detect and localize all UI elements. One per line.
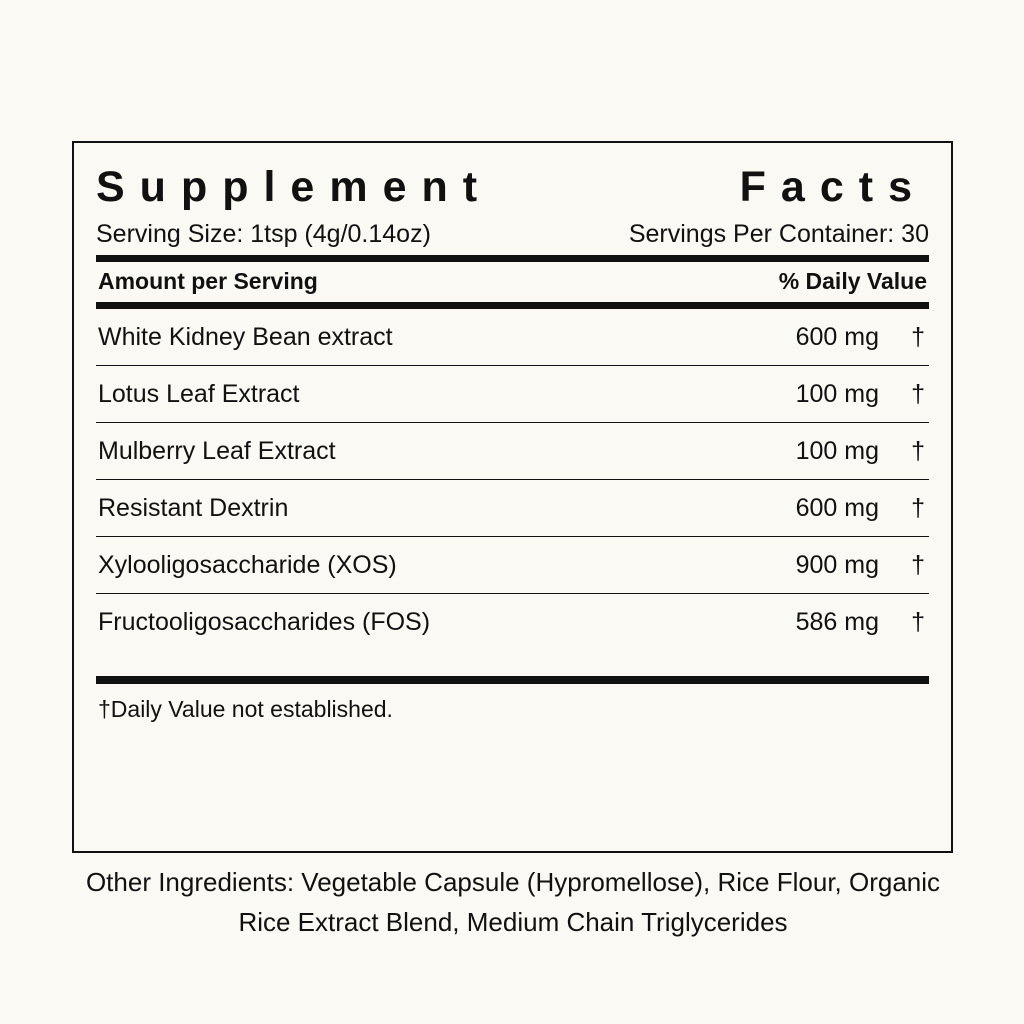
table-bottom-spacer bbox=[96, 650, 929, 676]
ingredient-daily-value: † bbox=[879, 309, 929, 366]
divider-thick-top bbox=[96, 255, 929, 262]
ingredient-name: White Kidney Bean extract bbox=[96, 309, 729, 366]
ingredient-daily-value: † bbox=[879, 366, 929, 423]
ingredient-name: Lotus Leaf Extract bbox=[96, 366, 729, 423]
ingredients-table bbox=[96, 309, 929, 650]
serving-info-row bbox=[96, 220, 929, 255]
table-row bbox=[96, 366, 929, 423]
title-word-facts: Facts bbox=[739, 163, 927, 211]
table-row bbox=[96, 309, 929, 366]
title-word-supplement: Supplement bbox=[96, 163, 493, 211]
ingredient-daily-value: † bbox=[911, 608, 925, 637]
ingredient-daily-value: † bbox=[879, 423, 929, 480]
ingredients-table-body bbox=[96, 309, 929, 650]
servings-per-container-text: Servings Per Container: 30 bbox=[628, 220, 929, 249]
daily-value-header: % Daily Value bbox=[778, 268, 927, 295]
table-row bbox=[96, 537, 929, 594]
table-row bbox=[96, 480, 929, 537]
ingredient-daily-value: † bbox=[879, 537, 929, 594]
ingredient-amount: 600 mg bbox=[729, 480, 879, 537]
supplement-facts-title bbox=[96, 165, 929, 210]
divider-thick-bottom bbox=[96, 676, 929, 684]
ingredient-name: Fructooligosaccharides (FOS) bbox=[98, 608, 431, 637]
ingredient-amount: 600 mg bbox=[729, 309, 879, 366]
supplement-facts-panel bbox=[72, 141, 953, 853]
ingredient-daily-value: † bbox=[879, 480, 929, 537]
panel-content bbox=[96, 153, 929, 841]
ingredient-name: Mulberry Leaf Extract bbox=[96, 423, 729, 480]
other-ingredients-text: Other Ingredients: Vegetable Capsule (Hypromellose), Rice Flour, Organic Rice Extract Blend, Medium Chain Triglycerides bbox=[85, 867, 941, 938]
ingredient-name: Xylooligosaccharide (XOS) bbox=[96, 537, 729, 594]
amount-per-serving-header: Amount per Serving bbox=[98, 268, 318, 295]
ingredient-amount: 100 mg bbox=[729, 366, 879, 423]
table-row bbox=[96, 594, 929, 651]
ingredient-amount: 100 mg bbox=[729, 423, 879, 480]
serving-size-text: Serving Size: 1tsp (4g/0.14oz) bbox=[96, 220, 431, 249]
column-headers-row bbox=[96, 262, 929, 302]
divider-thick-headers bbox=[96, 302, 929, 309]
ingredient-amount: 900 mg bbox=[729, 537, 879, 594]
daily-value-footnote: †Daily Value not established. bbox=[98, 696, 393, 723]
table-row bbox=[96, 423, 929, 480]
ingredient-name: Resistant Dextrin bbox=[96, 480, 729, 537]
ingredient-amount: 586 mg bbox=[795, 608, 879, 637]
